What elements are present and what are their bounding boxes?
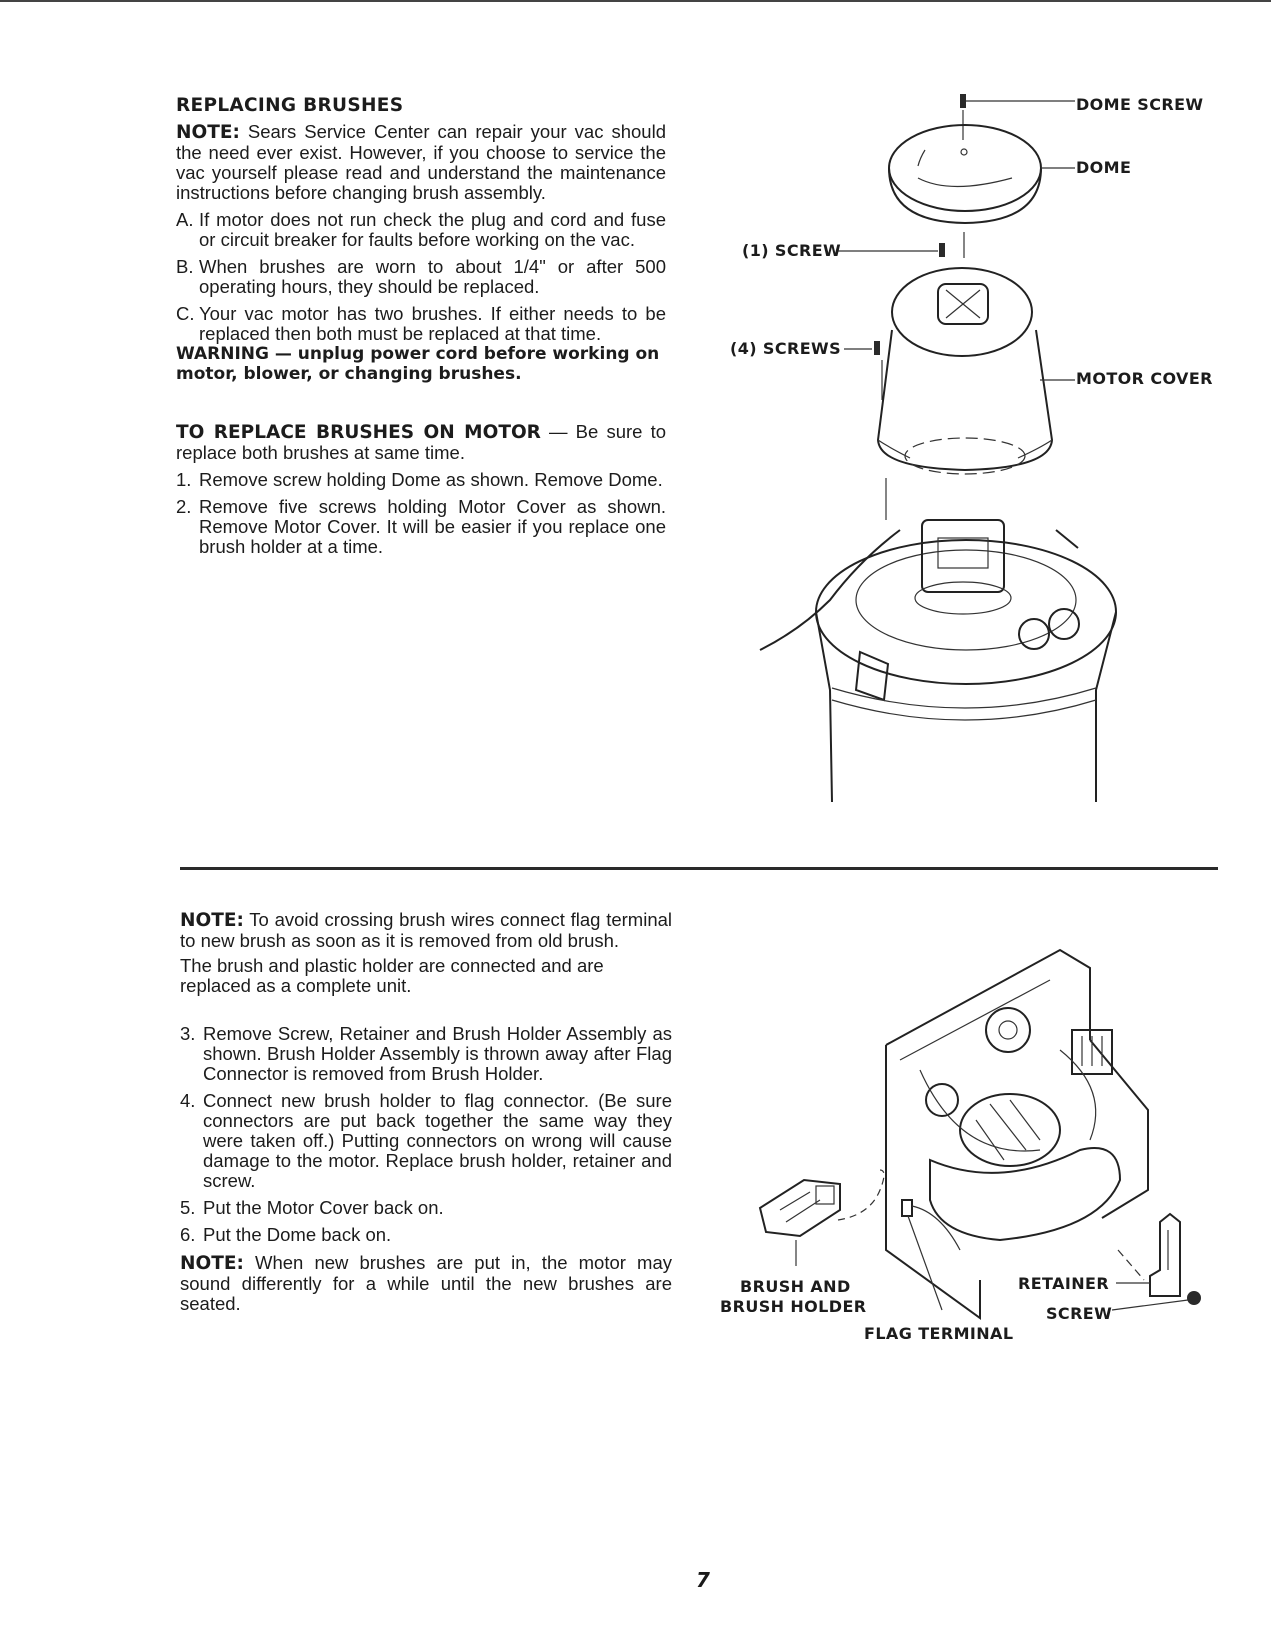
screws-label: (4) SCREWS	[730, 339, 842, 358]
brush-holder-icon	[760, 1180, 840, 1266]
motor-cover-label: MOTOR COVER	[1076, 369, 1213, 388]
replace-intro: TO REPLACE BRUSHES ON MOTOR — Be sure to replace both brushes at same time.	[176, 421, 666, 463]
screw-label: SCREW	[1046, 1304, 1113, 1323]
list-item: 6. Put the Dome back on.	[180, 1224, 392, 1245]
subheading: TO REPLACE BRUSHES ON MOTOR	[176, 422, 541, 443]
list-item: B. When brushes are worn to about 1/4" or after 500 operating hours, they should be replaced.	[176, 256, 666, 297]
note-text: When new brushes are put in, the motor may sound differently for a while until the new brushes are seated.	[180, 1252, 672, 1314]
note-text: To avoid crossing brush wires connect flag terminal to new brush as soon as it is removed from old brush.	[180, 909, 673, 951]
list-item: C. Your vac motor has two brushes. If either needs to be replaced then both must be replaced at that time.	[176, 303, 666, 344]
warning-text: WARNING — unplug power cord before working on motor, blower, or changing brushes.	[176, 344, 660, 384]
assembly-paragraph: The brush and plastic holder are connected and are replaced as a complete unit.	[180, 955, 604, 996]
page-number: 7	[696, 1568, 710, 1592]
dome-label: DOME	[1076, 158, 1132, 177]
list-item: 1. Remove screw holding Dome as shown. Remove Dome.	[176, 469, 663, 490]
section-heading: REPLACING BRUSHES	[176, 95, 404, 116]
note-label: NOTE:	[180, 1253, 244, 1274]
retainer-icon	[1116, 1214, 1180, 1296]
flag-terminal-label: FLAG TERMINAL	[864, 1324, 1014, 1343]
list-item: 4. Connect new brush holder to flag connector. (Be sure connectors are put back together the same way they were taken off.) Putting connectors on wrong will cause damage to the motor. Replace brush holder, retainer and screw.	[180, 1090, 672, 1191]
flag-terminal-icon	[902, 1200, 960, 1310]
note-label: NOTE:	[180, 910, 244, 931]
brush-holder-label: BRUSH HOLDER	[720, 1297, 867, 1316]
screw-icon	[1112, 1291, 1201, 1310]
brush-and-label: BRUSH AND	[740, 1277, 851, 1296]
note-label: NOTE:	[176, 122, 240, 143]
list-item: 3. Remove Screw, Retainer and Brush Holder Assembly as shown. Brush Holder Assembly is thrown away after Flag Connector is removed from Brush Holder.	[180, 1023, 672, 1084]
list-item: 5. Put the Motor Cover back on.	[180, 1197, 444, 1218]
dome-screw-label: DOME SCREW	[1076, 95, 1204, 114]
list-item: A. If motor does not run check the plug and cord and fuse or circuit breaker for faults before working on the vac.	[176, 209, 666, 250]
note-text: Sears Service Center can repair your vac should the need ever exist. However, if you choose to service the vac yourself please read and understand the maintenance instructions before changing brush assembly.	[176, 121, 666, 203]
screw-label: (1) SCREW	[742, 241, 842, 260]
list-item: 2. Remove five screws holding Motor Cover as shown. Remove Motor Cover. It will be easier if you replace one brush holder at a time.	[176, 496, 666, 557]
retainer-label: RETAINER	[1018, 1274, 1110, 1293]
